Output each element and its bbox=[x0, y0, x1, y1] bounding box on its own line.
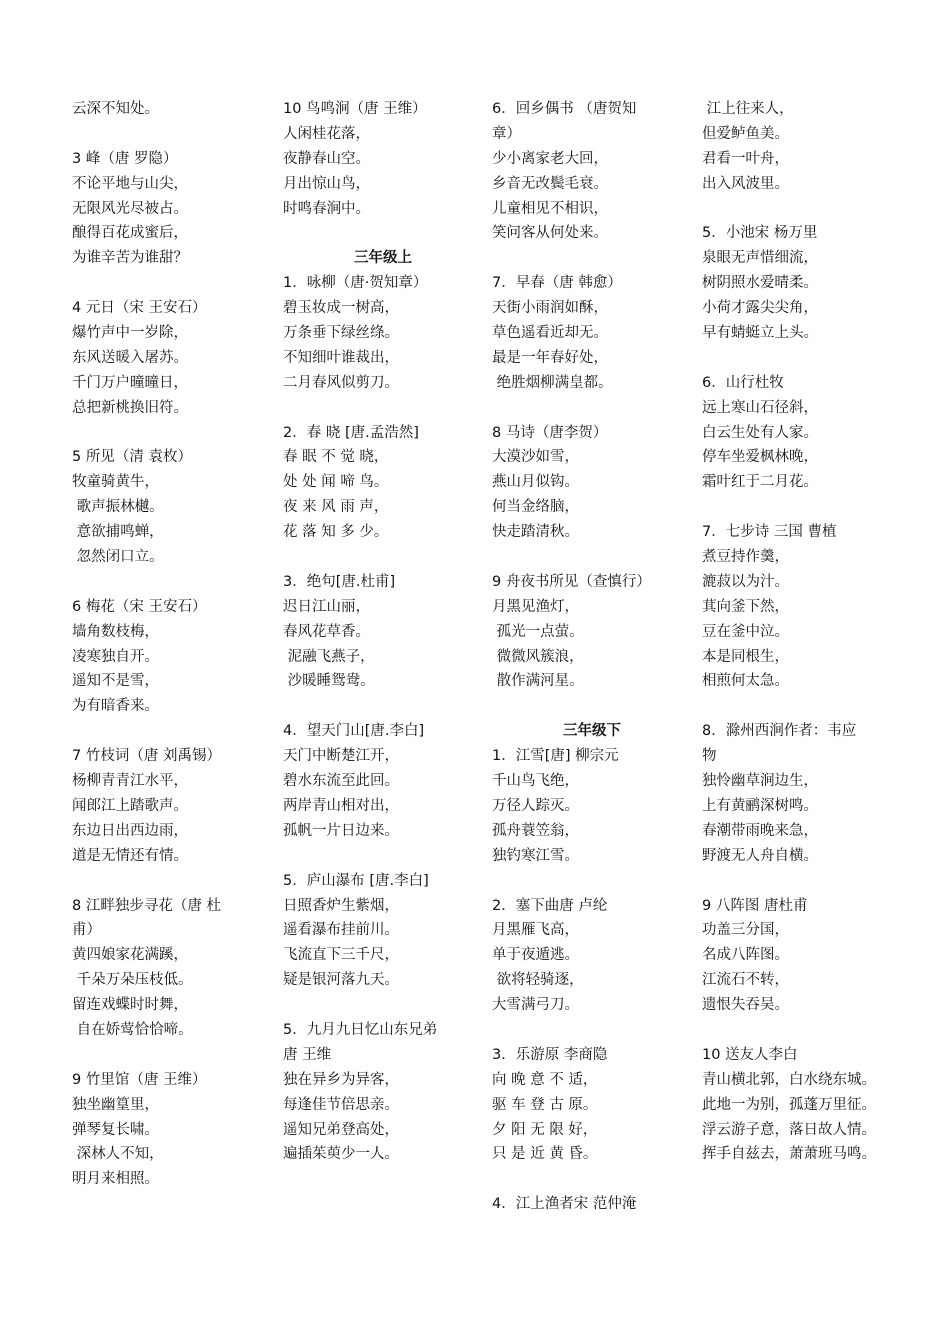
poem-line: 散作满河星。 bbox=[492, 673, 584, 690]
poem-line: 万径人踪灭。 bbox=[492, 797, 579, 814]
poem-line: 功盖三分国， bbox=[702, 922, 789, 939]
poem-title-line: 4．望天门山[唐.李白] bbox=[283, 723, 425, 740]
poem-line: 花 落 知 多 少。 bbox=[283, 524, 389, 541]
poem-line: 总把新桃换旧符。 bbox=[72, 399, 188, 416]
poem-line: 独坐幽篁里， bbox=[72, 1096, 159, 1113]
poem-line: 迟日江山丽， bbox=[283, 598, 370, 615]
poem-title-line: 8 江畔独步寻花（唐 杜 bbox=[72, 897, 221, 914]
poem-line: 遍插茱萸少一人。 bbox=[283, 1146, 399, 1163]
poem-line: 挥手自兹去，萧萧班马鸣。 bbox=[702, 1146, 876, 1163]
poem-line: 泉眼无声惜细流， bbox=[702, 250, 818, 267]
column-2 bbox=[283, 97, 483, 1167]
section-heading: 三年级下 bbox=[563, 723, 621, 740]
poem-line: 留连戏蝶时时舞， bbox=[72, 997, 188, 1014]
poem-block bbox=[283, 570, 483, 694]
poem-line: 为谁辛苦为谁甜？ bbox=[72, 250, 188, 267]
poem-line: 酿得百花成蜜后， bbox=[72, 225, 188, 242]
poem-line: 章） bbox=[492, 125, 521, 142]
poem-block bbox=[492, 744, 692, 868]
poem-block bbox=[283, 869, 483, 993]
poem-block bbox=[283, 97, 483, 221]
blank-line bbox=[283, 993, 483, 1018]
poem-block bbox=[72, 1068, 272, 1192]
poem-title-line: 10 送友人李白 bbox=[702, 1046, 798, 1063]
section-heading: 三年级上 bbox=[354, 250, 412, 267]
poem-line: 遥知兄弟登高处， bbox=[283, 1121, 399, 1138]
poem-line: 大雪满弓刀。 bbox=[492, 997, 579, 1014]
blank-line bbox=[492, 694, 692, 719]
poem-line: 闻郎江上踏歌声。 bbox=[72, 797, 188, 814]
poem-title-line: 5．小池宋 杨万里 bbox=[702, 225, 818, 242]
poem-line: 深林人不知， bbox=[72, 1146, 164, 1163]
poem-line: 何当金络脑， bbox=[492, 499, 579, 516]
poem-line: 两岸青山相对出， bbox=[283, 797, 399, 814]
poem-block bbox=[702, 520, 902, 694]
poem-line: 但爱鲈鱼美。 bbox=[702, 125, 789, 142]
poem-line: 飞流直下三千尺， bbox=[283, 947, 399, 964]
poem-line: 孤光一点萤。 bbox=[492, 623, 584, 640]
blank-line bbox=[72, 570, 272, 595]
blank-line bbox=[492, 246, 692, 271]
poem-line: 东边日出西边雨， bbox=[72, 822, 188, 839]
poem-line: 最是一年春好处， bbox=[492, 349, 608, 366]
poem-title-line: 9 八阵图 唐杜甫 bbox=[702, 897, 808, 914]
poem-line: 远上寒山石径斜， bbox=[702, 399, 818, 416]
poem-line: 唐 王维 bbox=[283, 1046, 332, 1063]
poem-line: 不论平地与山尖， bbox=[72, 175, 188, 192]
poem-line: 月黑见渔灯， bbox=[492, 598, 579, 615]
poem-block bbox=[72, 744, 272, 868]
blank-line bbox=[72, 719, 272, 744]
poem-title-line: 2．春 晓 [唐.孟浩然] bbox=[283, 424, 419, 441]
poem-block bbox=[702, 221, 902, 345]
blank-line bbox=[72, 1043, 272, 1068]
poem-title-line: 10 鸟鸣涧（唐 王维） bbox=[283, 101, 427, 117]
blank-line bbox=[492, 396, 692, 421]
poem-line: 遥看瀑布挂前川。 bbox=[283, 922, 399, 939]
poem-block bbox=[72, 445, 272, 569]
poem-block bbox=[72, 894, 272, 1043]
poem-line: 名成八阵图。 bbox=[702, 947, 789, 964]
poem-line: 牧童骑黄牛， bbox=[72, 474, 159, 491]
blank-line bbox=[702, 495, 902, 520]
blank-line bbox=[72, 421, 272, 446]
poem-line: 爆竹声中一岁除， bbox=[72, 325, 188, 342]
poem-line: 儿童相见不相识， bbox=[492, 200, 608, 217]
column-3 bbox=[492, 97, 692, 1217]
poem-block bbox=[492, 570, 692, 694]
poem-line: 黄四娘家花满蹊， bbox=[72, 947, 188, 964]
poem-title-line: 6 梅花（宋 王安石） bbox=[72, 598, 207, 615]
poem-line: 物 bbox=[702, 748, 717, 765]
poem-block bbox=[72, 595, 272, 719]
poem-block bbox=[492, 97, 692, 246]
poem-line: 孤舟蓑笠翁， bbox=[492, 822, 579, 839]
poem-line: 二月春风似剪刀。 bbox=[283, 374, 399, 391]
poem-line: 驱 车 登 古 原。 bbox=[492, 1096, 598, 1113]
poem-line: 沙暖睡鸳鸯。 bbox=[283, 673, 375, 690]
poem-line: 霜叶红于二月花。 bbox=[702, 474, 818, 491]
poem-line: 千门万户曈曈日， bbox=[72, 374, 188, 391]
poem-title-line: 2．塞下曲唐 卢纶 bbox=[492, 897, 608, 914]
poem-line: 君看一叶舟， bbox=[702, 150, 789, 167]
poem-line: 独怜幽草涧边生， bbox=[702, 773, 818, 790]
poem-block bbox=[283, 421, 483, 545]
poem-line: 明月来相照。 bbox=[72, 1171, 159, 1188]
poem-title-line: 9 竹里馆（唐 王维） bbox=[72, 1071, 207, 1088]
poem-line: 停车坐爱枫林晚， bbox=[702, 449, 818, 466]
poem-line: 此地一为别，孤蓬万里征。 bbox=[702, 1096, 876, 1113]
poem-line: 笑问客从何处来。 bbox=[492, 225, 608, 242]
poem-line: 千朵万朵压枝低。 bbox=[72, 972, 193, 989]
poem-line: 江流石不转， bbox=[702, 972, 789, 989]
poem-line: 千山鸟飞绝， bbox=[492, 773, 579, 790]
blank-line bbox=[492, 1167, 692, 1192]
poem-block bbox=[283, 719, 483, 843]
poem-line: 甫） bbox=[72, 922, 101, 939]
poem-title-line: 1．咏柳（唐·贺知章） bbox=[283, 275, 428, 292]
poem-line: 漉菽以为汁。 bbox=[702, 573, 789, 590]
poem-title-line: 5 所见（清 袁枚） bbox=[72, 449, 192, 466]
poem-line: 碧玉妆成一树高， bbox=[283, 300, 399, 317]
poem-block bbox=[72, 97, 272, 122]
blank-line bbox=[283, 694, 483, 719]
poem-line: 人闲桂花落， bbox=[283, 125, 370, 142]
poem-line: 只 是 近 黄 昏。 bbox=[492, 1146, 598, 1163]
poem-line: 春 眠 不 觉 晓， bbox=[283, 449, 389, 466]
poem-line: 乡音无改鬓毛衰。 bbox=[492, 175, 608, 192]
poem-block bbox=[702, 97, 902, 197]
poem-title-line: 8 马诗（唐李贺） bbox=[492, 424, 608, 441]
poem-block bbox=[492, 894, 692, 1018]
poem-line: 道是无情还有情。 bbox=[72, 847, 188, 864]
poem-title-line: 6．回乡偶书 （唐贺知 bbox=[492, 101, 637, 117]
poem-title-line: 云深不知处。 bbox=[72, 101, 159, 117]
poem-title-line: 4．江上渔者宋 范仲淹 bbox=[492, 1196, 637, 1213]
poem-line: 夜静春山空。 bbox=[283, 150, 370, 167]
poem-line: 每逢佳节倍思亲。 bbox=[283, 1096, 399, 1113]
poem-line: 万条垂下绿丝绦。 bbox=[283, 325, 399, 342]
poem-line: 歌声振林樾。 bbox=[72, 499, 164, 516]
poem-line: 独钓寒江雪。 bbox=[492, 847, 579, 864]
poem-line: 燕山月似钩。 bbox=[492, 474, 579, 491]
poem-line: 绝胜烟柳满皇都。 bbox=[492, 374, 613, 391]
poem-line: 上有黄鹂深树鸣。 bbox=[702, 797, 818, 814]
poem-line: 墙角数枝梅， bbox=[72, 623, 159, 640]
poem-line: 月黑雁飞高， bbox=[492, 922, 579, 939]
poem-line: 快走踏清秋。 bbox=[492, 524, 579, 541]
poem-title-line: 3．乐游原 李商隐 bbox=[492, 1046, 608, 1063]
poem-line: 野渡无人舟自横。 bbox=[702, 847, 818, 864]
poem-block bbox=[702, 894, 902, 1018]
poem-title-line: 1．江雪[唐] 柳宗元 bbox=[492, 748, 619, 765]
poem-block bbox=[72, 147, 272, 271]
poem-line: 单于夜遁逃。 bbox=[492, 947, 579, 964]
poem-line: 天街小雨润如酥， bbox=[492, 300, 608, 317]
poem-block bbox=[72, 296, 272, 420]
poem-block bbox=[702, 371, 902, 495]
poem-line: 向 晚 意 不 适， bbox=[492, 1071, 598, 1088]
blank-line bbox=[72, 271, 272, 296]
poem-line: 凌寒独自开。 bbox=[72, 648, 159, 665]
poem-line: 树阴照水爱晴柔。 bbox=[702, 275, 818, 292]
poem-line: 草色遥看近却无。 bbox=[492, 325, 608, 342]
poem-line: 自在娇莺恰恰啼。 bbox=[72, 1021, 193, 1038]
blank-line bbox=[283, 396, 483, 421]
blank-line bbox=[283, 844, 483, 869]
poem-line: 本是同根生， bbox=[702, 648, 789, 665]
poem-title-line: 8．滁州西涧作者：韦应 bbox=[702, 723, 857, 740]
poem-line: 意欲捕鸣蝉， bbox=[72, 524, 164, 541]
blank-line bbox=[492, 869, 692, 894]
poem-title-line: 3．绝句[唐.杜甫] bbox=[283, 573, 396, 590]
poem-line: 孤帆一片日边来。 bbox=[283, 822, 399, 839]
poem-line: 东风送暖入屠苏。 bbox=[72, 349, 188, 366]
poem-line: 春风花草香。 bbox=[283, 623, 370, 640]
poem-line: 不知细叶谁裁出， bbox=[283, 349, 399, 366]
poem-line: 豆在釜中泣。 bbox=[702, 623, 789, 640]
column-4 bbox=[702, 97, 902, 1167]
poem-line: 青山横北郭，白水绕东城。 bbox=[702, 1071, 876, 1088]
poem-line: 为有暗香来。 bbox=[72, 698, 159, 715]
blank-line bbox=[72, 122, 272, 147]
poem-line: 早有蜻蜓立上头。 bbox=[702, 325, 818, 342]
poem-line: 萁向釜下然， bbox=[702, 598, 789, 615]
poem-line: 碧水东流至此回。 bbox=[283, 773, 399, 790]
poem-line: 夕 阳 无 限 好， bbox=[492, 1121, 598, 1138]
blank-line bbox=[702, 346, 902, 371]
blank-line bbox=[492, 545, 692, 570]
poem-title-line: 4 元日（宋 王安石） bbox=[72, 300, 207, 317]
poem-line: 夜 来 风 雨 声， bbox=[283, 499, 389, 516]
poem-line: 大漠沙如雪， bbox=[492, 449, 579, 466]
poem-line: 微微风簇浪， bbox=[492, 648, 584, 665]
poem-line: 杨柳青青江水平， bbox=[72, 773, 188, 790]
poem-line: 小荷才露尖尖角， bbox=[702, 300, 818, 317]
blank-line bbox=[72, 869, 272, 894]
poem-title-line: 6．山行杜牧 bbox=[702, 374, 784, 391]
poem-block bbox=[702, 1043, 902, 1167]
poem-line: 月出惊山鸟， bbox=[283, 175, 370, 192]
poem-line: 日照香炉生紫烟， bbox=[283, 897, 399, 914]
poem-line: 疑是银河落九天。 bbox=[283, 972, 399, 989]
blank-line bbox=[702, 869, 902, 894]
poem-line: 煮豆持作羹， bbox=[702, 549, 789, 566]
poem-block bbox=[492, 1192, 692, 1217]
poem-line: 天门中断楚江开， bbox=[283, 748, 399, 765]
poem-block bbox=[283, 271, 483, 395]
poem-block bbox=[283, 1018, 483, 1167]
poem-title-line: 7．七步诗 三国 曹植 bbox=[702, 524, 837, 541]
blank-line bbox=[283, 221, 483, 246]
poem-line: 忽然闭口立。 bbox=[72, 549, 164, 566]
column-1 bbox=[72, 97, 272, 1192]
poem-line: 无限风光尽被占。 bbox=[72, 200, 188, 217]
poem-line: 少小离家老大回， bbox=[492, 150, 608, 167]
poem-title-line: 7．早春（唐 韩愈） bbox=[492, 275, 622, 292]
blank-line bbox=[702, 197, 902, 222]
poem-title-line: 7 竹枝词（唐 刘禹锡） bbox=[72, 748, 221, 765]
poem-line: 泥融飞燕子， bbox=[283, 648, 375, 665]
poem-line: 白云生处有人家。 bbox=[702, 424, 818, 441]
poem-line: 独在异乡为异客， bbox=[283, 1071, 399, 1088]
blank-line bbox=[702, 1018, 902, 1043]
poem-line: 欲将轻骑逐， bbox=[492, 972, 584, 989]
poem-block bbox=[492, 1043, 692, 1167]
poem-block bbox=[492, 421, 692, 545]
poem-line: 浮云游子意，落日故人情。 bbox=[702, 1121, 876, 1138]
poem-line: 时鸣春涧中。 bbox=[283, 200, 370, 217]
blank-line bbox=[702, 694, 902, 719]
poem-line: 相煎何太急。 bbox=[702, 673, 789, 690]
poem-line: 春潮带雨晚来急， bbox=[702, 822, 818, 839]
poem-title-line: 9 舟夜书所见（查慎行） bbox=[492, 573, 651, 590]
poem-title-line: 5．九月九日忆山东兄弟 bbox=[283, 1021, 438, 1038]
poem-title-line: 5．庐山瀑布 [唐.李白] bbox=[283, 872, 429, 889]
blank-line bbox=[492, 1018, 692, 1043]
poem-line: 遥知不是雪， bbox=[72, 673, 159, 690]
poem-block bbox=[492, 271, 692, 395]
poem-title-line: 3 峰（唐 罗隐） bbox=[72, 150, 178, 167]
poem-line: 弹琴复长啸。 bbox=[72, 1121, 159, 1138]
poem-block bbox=[702, 719, 902, 868]
poem-title-line: 江上往来人， bbox=[702, 101, 794, 117]
poem-line: 遗恨失吞吴。 bbox=[702, 997, 789, 1014]
blank-line bbox=[283, 545, 483, 570]
poem-line: 处 处 闻 啼 鸟。 bbox=[283, 474, 389, 491]
poem-line: 出入风波里。 bbox=[702, 175, 789, 192]
